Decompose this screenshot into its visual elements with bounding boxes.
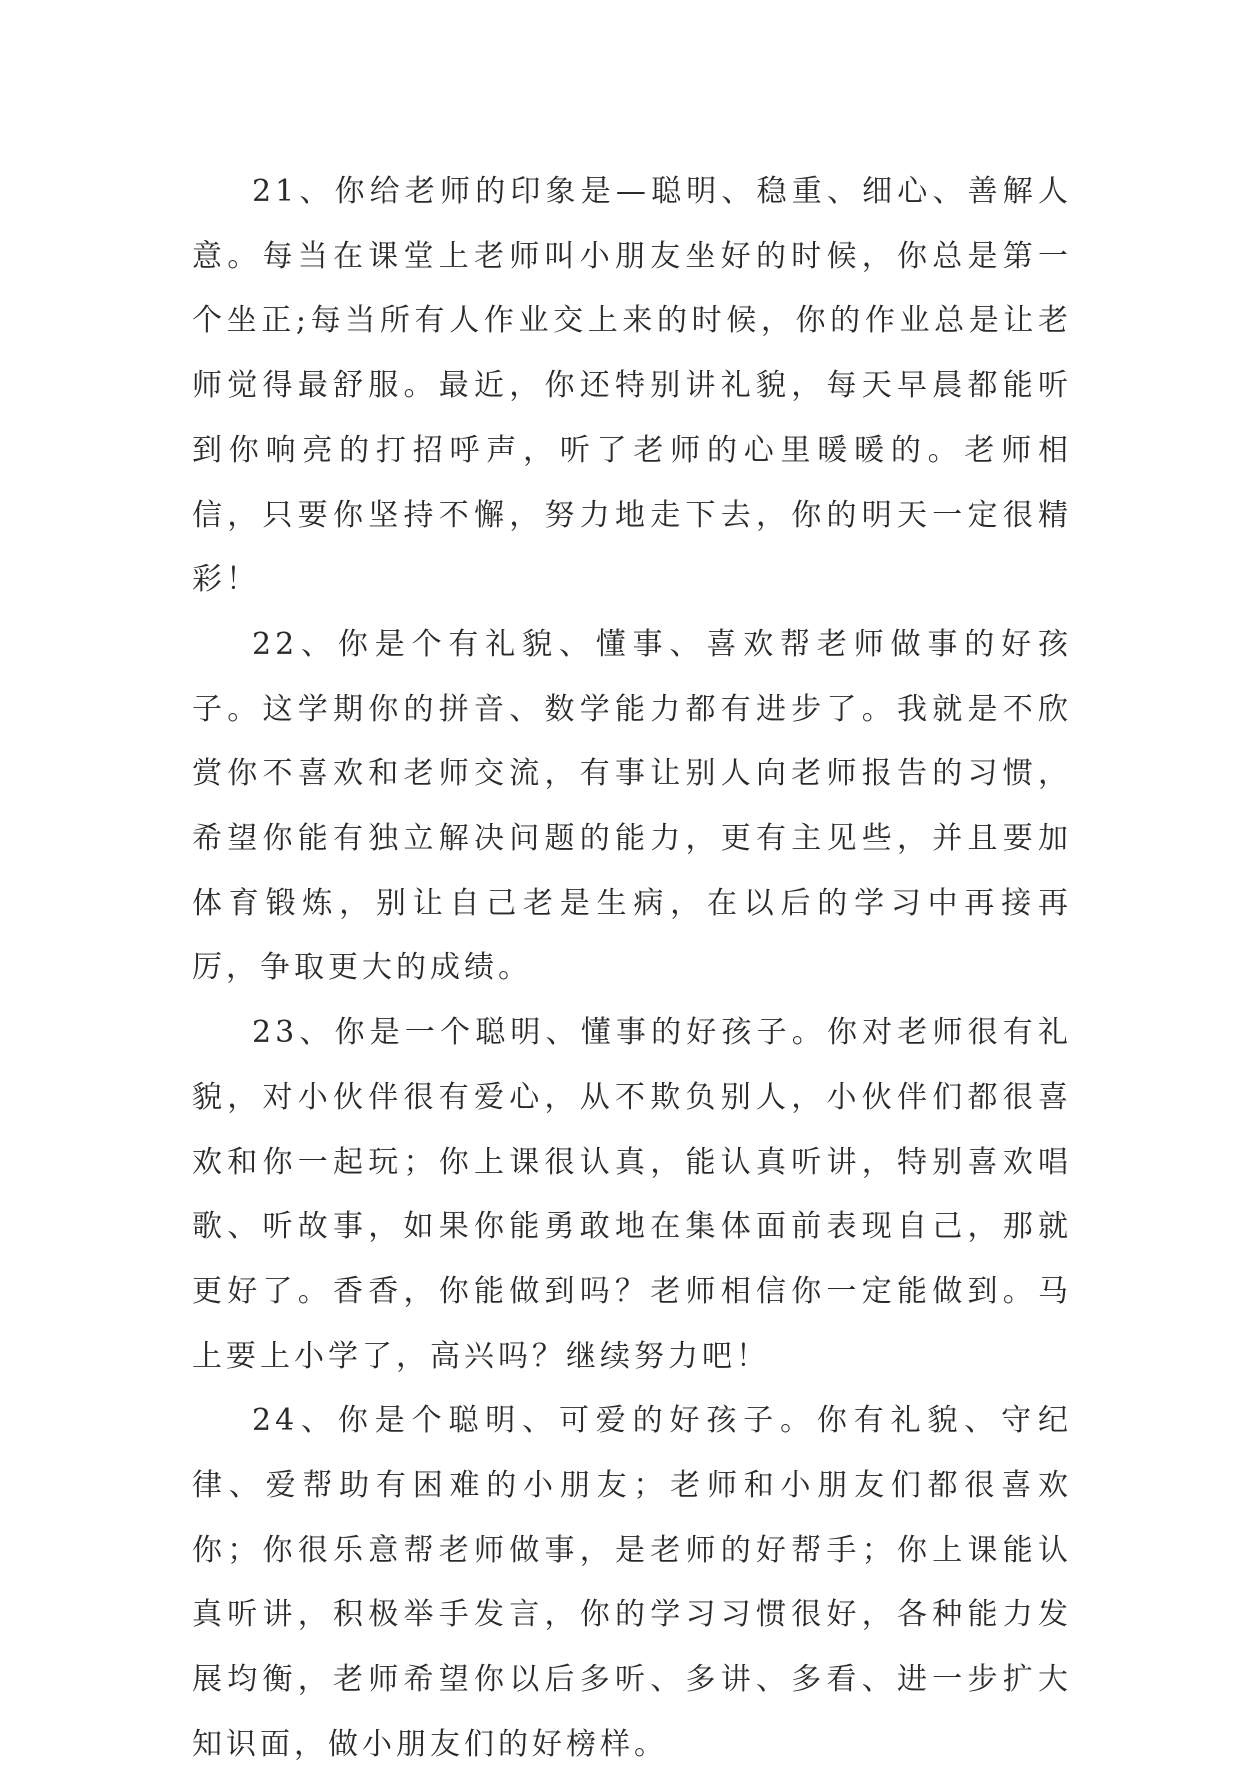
paragraph-21: 21、你给老师的印象是—聪明、稳重、细心、善解人意。每当在课堂上老师叫小朋友坐好的时候，你总是第一个坐正;每当所有人作业交上来的时候，你的作业总是让老师觉得最舒服。最近，你还特别讲礼貌，每天早晨都能听到你响亮的打招呼声，听了老师的心里暖暖的。老师相信，只要你坚持不懈，努力地走下去，你的明天一定很精彩！ xyxy=(192,174,1072,598)
paragraph-23: 23、你是一个聪明、懂事的好孩子。你对老师很有礼貌，对小伙伴很有爱心，从不欺负别人，小伙伴们都很喜欢和你一起玩；你上课很认真，能认真听讲，特别喜欢唱歌、听故事，如果你能勇敢地在集体面前表现自己，那就更好了。香香，你能做到吗？老师相信你一定能做到。马上要上小学了，高兴吗？继续努力吧！ xyxy=(192,1015,1072,1374)
document-body xyxy=(192,160,1072,1778)
paragraph-22: 22、你是个有礼貌、懂事、喜欢帮老师做事的好孩子。这学期你的拼音、数学能力都有进步了。我就是不欣赏你不喜欢和老师交流，有事让别人向老师报告的习惯，希望你能有独立解决问题的能力，更有主见些，并且要加体育锻炼，别让自己老是生病，在以后的学习中再接再厉，争取更大的成绩。 xyxy=(192,626,1072,986)
paragraph-24: 24、你是个聪明、可爱的好孩子。你有礼貌、守纪律、爱帮助有困难的小朋友；老师和小朋友们都很喜欢你；你很乐意帮老师做事，是老师的好帮手；你上课能认真听讲，积极举手发言，你的学习习惯很好，各种能力发展均衡，老师希望你以后多听、多讲、多看、进一步扩大知识面，做小朋友们的好榜样。 xyxy=(192,1403,1072,1762)
